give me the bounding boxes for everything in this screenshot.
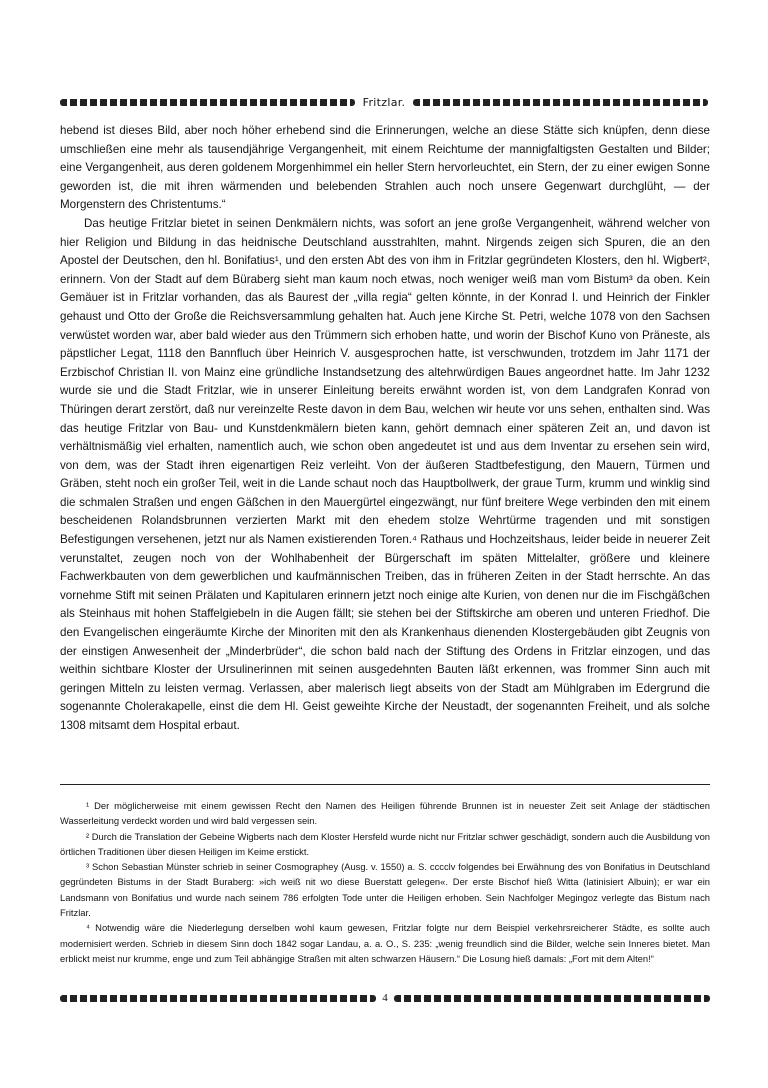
ornament-border-left <box>60 995 376 1002</box>
page-number: 4 <box>382 992 388 1004</box>
main-text <box>60 122 710 736</box>
footnote-divider <box>60 784 710 785</box>
footnote: ¹ Der möglicherweise mit einem gewissen Recht den Namen des Heiligen führende Brunnen ist in neuester Zeit seit Anlage der städtischen Wasserleitung verdeckt worden und wird bald vergessen sein. <box>60 800 710 827</box>
footnote: ³ Schon Sebastian Münster schrieb in seiner Cosmographey (Ausg. v. 1550) a. S. cccclv folgendes bei Erwähnung des von Bonifatius in Deutschland gegründeten Bistums in der Stadt Buraberg: »ich weiß nit wo diese Buerstatt gelegen«. Der erste Bischof hieß Witta (latinisiert Albuin); er war ein Landsmann von Bonifatius und wurde nach seinem 786 erfolgten Tode unter die Heiligen erhoben. Sein Nachfolger Megingoz verlegte das Bistum nach Fritzlar. <box>60 861 710 919</box>
footnote: ⁴ Notwendig wäre die Niederlegung derselben wohl kaum gewesen, Fritzlar folgte nur dem Beispiel verkehrsreicherer Städte, es sollte auch modernisiert werden. Schrieb in diesem Sinn doch 1842 sogar Landau, a. a. O., S. 235: „wenig freundlich sind die Bilder, welche sein Inneres bietet. Man erblickt meist nur krumme, enge und zum Teil abhängige Straßen mit alten schwarzen Häusern.“ Die Losung hieß damals: „Fort mit dem Alten!“ <box>60 922 710 964</box>
running-head: Fritzlar. <box>362 95 406 109</box>
footnotes <box>60 798 710 966</box>
paragraph: Das heutige Fritzlar bietet in seinen Denkmälern nichts, was sofort an jene große Vergangenheit, während welcher von hier Religion und Bildung in das heidnische Deutschland ausstrahlten, mahnt. Nirgends zeigen sich Spuren, die an den Apostel der Deutschen, den hl. Bonifatius¹, und den ersten Abt des von ihm in Fritzlar gegründeten Klosters, den hl. Wigbert², erinnern. Von der Stadt auf dem Büraberg sieht man kaum noch etwas, noch weniger weiß man vom Bistum³ da oben. Kein Gemäuer ist in Fritzlar vorhanden, das als Baurest der „villa regia“ gelten könnte, in der Konrad I. und Heinrich der Finkler gehaust und Otto der Große die Reichsversammlung gehalten hat. Auch jene Kirche St. Petri, welche 1078 von den Sachsen verwüstet worden war, aber bald wieder aus den Trümmern sich erhoben hatte, und worin der Bischof Kuno von Präneste, als päpstlicher Legat, 1118 den Bannfluch über Heinrich V. ausgesprochen hatte, ist verschwunden, trotzdem im Jahr 1171 der Erzbischof Christian II. von Mainz eine gründliche Instandsetzung des altehrwürdigen Baues angeordnet hatte. Im Jahr 1232 wurde sie und die Stadt Fritzlar, wie in unserer Einleitung bereits erwähnt worden ist, von dem Landgrafen Konrad von Thüringen derart zerstört, daß nur vereinzelte Reste davon in dem Bau, welchen wir heute vor uns sehen, enthalten sind. Was das heutige Fritzlar von Bau- und Kunstdenkmälern bieten kann, gehört demnach einer späteren Zeit an, und davon ist verhältnismäßig viel erhalten, namentlich auch, wie schon oben angedeutet ist und aus dem Inventar zu ersehen sein wird, von dem, was der Stadt ihren eigenartigen Reiz verleiht. Von der äußeren Stadtbefestigung, den Mauern, Türmen und Gräben, steht noch ein großer Teil, weit in die Lande schaut noch das Hauptbollwerk, der graue Turm, krumm und winklig sind die schmalen Straßen und engen Gäßchen in den Mauergürtel eingezwängt, nur fünf breitere Wege verbinden den mit einem bescheidenen Rolandsbrunnen verzierten Markt mit den ehedem stolze Wehrtürme tragenden und mit sonstigen Befestigungen versehenen, jetzt nur als Namen existierenden Toren.⁴ Rathaus und Hochzeitshaus, leider beide in neuerer Zeit verunstaltet, zeugen noch von der Wohlhabenheit der Bürgerschaft im späten Mittelalter, größere und kleinere Fachwerkbauten von dem gewerblichen und kaufmännischen Treiben, das in früheren Zeiten in der Stadt herrschte. An das vornehme Stift mit seinen Prälaten und Kapitularen erinnern jetzt noch einige alte Kurien, von denen nur die im Fischgäßchen als Steinhaus mit hohen Staffelgiebeln in die Augen fällt; sie stehen bei der Stiftskirche am oberen und unteren Friedhof. Die den Evangelischen eingeräumte Kirche der Minoriten mit den als Krankenhaus dienenden Klostergebäuden gibt Zeugnis von der einstigen Anwesenheit der „Minderbrüder“, die schon bald nach der Stiftung des Ordens in Fritzlar einzogen, und das weithin sichtbare Kloster der Ursulinerinnen mit seinen ausgedehnten Bauten läßt erkennen, was frommer Sinn auch mit geringen Mitteln zu leisten vermag. Verlassen, aber malerisch liegt abseits von der Stadt am Mühlgraben im Edergrund die sogenannte Cholerakapelle, einst die dem Hl. Geist geweihte Kirche der Neustadt, der sogenannten Freiheit, und als solche 1308 mitsamt dem Hospital erbaut. <box>60 216 710 732</box>
footnote: ² Durch die Translation der Gebeine Wigberts nach dem Kloster Hersfeld wurde nicht nur Fritzlar schwer geschädigt, sondern auch die Ausbildung von örtlichen Traditionen über diesen Heiligen im Keime erstickt. <box>60 830 710 857</box>
running-header <box>60 94 708 110</box>
ornament-border-right <box>413 99 708 106</box>
ornament-border-right <box>394 995 710 1002</box>
paragraph: hebend ist dieses Bild, aber noch höher erhebend sind die Erinnerungen, welche an diese Stätte sich knüpfen, denn diese umschließen eine mehr als tausendjährige Vergangenheit, mit einem Reichtume der mannigfaltigsten Gestalten und Bilder; eine Vergangenheit, aus deren goldenem Morgenhimmel ein heller Stern hervorleuchtet, ein Stern, der zu einer ewigen Sonne geworden ist, die mit ihren wärmenden und belebenden Strahlen auch noch unsere Gegenwart durchglüht, — der Morgenstern des Christentums.“ <box>60 124 710 212</box>
ornament-border-left <box>60 99 355 106</box>
page-footer <box>60 990 710 1006</box>
